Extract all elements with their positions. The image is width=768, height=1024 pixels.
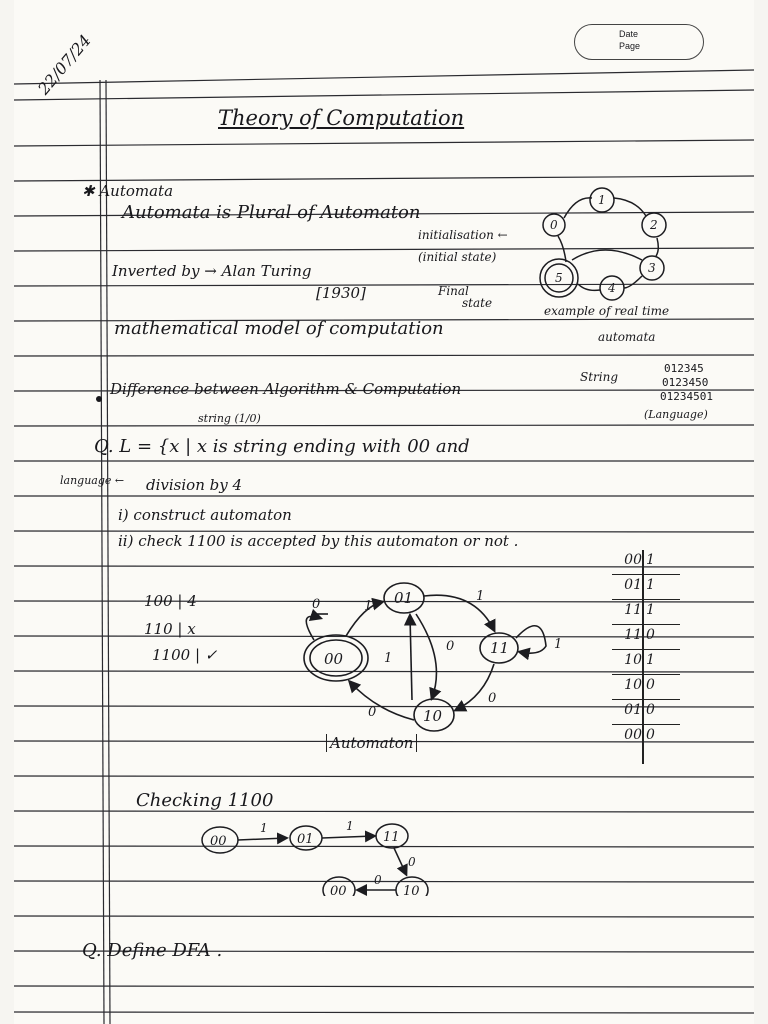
example-state-label-5: 5 xyxy=(555,271,563,285)
string-value-1: 012345 xyxy=(664,362,704,375)
table-row xyxy=(612,700,680,725)
table-cell-input: 1 xyxy=(646,577,655,593)
language-word-text: language xyxy=(60,474,112,487)
final-state-label: state xyxy=(462,296,493,310)
question-1: Q. L = {x | x is string ending with 00 and xyxy=(94,436,470,457)
example-state-label-1: 1 xyxy=(598,193,606,207)
check-num: 1100 xyxy=(152,646,191,664)
table-cell-state: 10 xyxy=(624,652,642,668)
stamp-page-label: Page xyxy=(619,41,641,51)
table-cell-state: 11 xyxy=(624,627,642,643)
question-2: Q. Define DFA . xyxy=(82,940,223,961)
check-row-1: 100 | 4 xyxy=(144,592,197,610)
example-realtime-label: example of real time xyxy=(544,304,670,318)
trace-state-label-5: 00 xyxy=(330,884,347,896)
check-mark: 4 xyxy=(187,592,197,610)
table-cell-state: 11 xyxy=(624,602,642,618)
string-value-3: 01234501 xyxy=(660,390,713,403)
trace-input-3: 0 xyxy=(408,855,416,869)
table-row xyxy=(612,625,680,650)
handwritten-date: 22/07/24 xyxy=(34,30,95,99)
table-row xyxy=(612,675,680,700)
example-automata-label: automata xyxy=(598,330,656,344)
trace-state-label-4: 10 xyxy=(403,884,420,896)
dfa-label-00-01: 1 xyxy=(364,599,373,614)
date-page-stamp xyxy=(574,24,704,60)
check-num: 110 xyxy=(144,620,173,638)
initial-state-label: (initial state) xyxy=(418,250,497,264)
trace-state-label-3: 11 xyxy=(383,830,400,845)
table-cell-state: 00 xyxy=(624,552,642,568)
string-label: String xyxy=(580,370,619,384)
string-value-2: 0123450 xyxy=(662,376,709,389)
string-binary-label: string (1/0) xyxy=(198,412,261,425)
dfa-label-11-self: 1 xyxy=(554,637,563,652)
dfa-state-label-10: 10 xyxy=(423,707,443,725)
check-mark: x xyxy=(187,620,196,638)
checking-label: Checking 1100 xyxy=(136,790,274,811)
table-cell-state: 01 xyxy=(624,702,642,718)
table-cell-input: 0 xyxy=(646,677,655,693)
trace-state-label-1: 00 xyxy=(210,834,227,849)
difference-text: Difference between Algorithm & Computation xyxy=(110,380,462,398)
dfa-label-10-up: 0 xyxy=(446,639,455,654)
table-cell-state: 00 xyxy=(624,727,642,743)
automata-heading-text: Automata xyxy=(99,182,174,200)
check-mark: ✓ xyxy=(204,646,218,664)
dfa-diagram xyxy=(284,570,584,740)
table-cell-input: 0 xyxy=(646,727,655,743)
dfa-label-01-down: 1 xyxy=(384,651,393,666)
dfa-state-label-00: 00 xyxy=(324,650,344,668)
table-row xyxy=(612,600,680,625)
table-cell-input: 0 xyxy=(646,627,655,643)
part-i-text: i) construct automaton xyxy=(118,506,292,524)
check-row-2: 110 | x xyxy=(144,620,196,638)
table-row xyxy=(612,650,680,675)
page-title: Theory of Computation xyxy=(218,106,465,130)
table-row xyxy=(612,550,680,575)
table-cell-input: 1 xyxy=(646,552,655,568)
example-state-label-4: 4 xyxy=(608,281,616,295)
automaton-caption: Automaton xyxy=(326,734,417,752)
dfa-label-10-00: 0 xyxy=(368,705,377,720)
initialisation-text: initialisation xyxy=(418,228,494,242)
notebook-page xyxy=(14,0,754,1024)
stamp-date-label: Date xyxy=(619,29,639,39)
table-row xyxy=(612,725,680,749)
example-state-label-2: 2 xyxy=(650,218,658,232)
dfa-label-00-self: 0 xyxy=(312,597,321,612)
check-num: 100 xyxy=(144,592,173,610)
example-automaton-diagram xyxy=(514,180,714,310)
language-label: (Language) xyxy=(644,408,708,421)
trace-input-2: 1 xyxy=(346,819,354,833)
check-row-3: 1100 | ✓ xyxy=(152,646,218,664)
example-state-label-0: 0 xyxy=(550,218,558,232)
trace-input-1: 1 xyxy=(260,821,268,835)
dfa-state-label-01: 01 xyxy=(394,589,414,607)
invented-by: Inverted by → Alan Turing xyxy=(112,262,312,280)
trace-state-label-2: 01 xyxy=(297,832,314,847)
automata-heading: ✱ Automata xyxy=(82,182,174,200)
math-model-text: mathematical model of computation xyxy=(114,318,444,339)
table-cell-input: 1 xyxy=(646,602,655,618)
dfa-label-11-10: 0 xyxy=(488,691,497,706)
bullet-point xyxy=(96,396,102,402)
trace-input-4: 0 xyxy=(374,873,382,887)
transition-table xyxy=(612,550,680,749)
example-state-label-3: 3 xyxy=(648,261,656,275)
final-label: Final xyxy=(438,284,469,298)
initialisation-label: initialisation ← xyxy=(418,228,508,242)
division-text: division by 4 xyxy=(146,476,243,494)
language-word: language ← xyxy=(60,474,125,487)
automata-definition: Automata is Plural of Automaton xyxy=(122,202,421,223)
checking-trace-diagram xyxy=(194,816,434,896)
table-cell-input: 0 xyxy=(646,702,655,718)
table-row xyxy=(612,575,680,600)
dfa-label-01-11: 1 xyxy=(476,589,485,604)
invented-year: [1930] xyxy=(316,284,366,302)
table-cell-state: 01 xyxy=(624,577,642,593)
table-cell-state: 10 xyxy=(624,677,642,693)
table-cell-input: 1 xyxy=(646,652,655,668)
part-ii-text: ii) check 1100 is accepted by this automaton or not . xyxy=(118,532,519,550)
dfa-state-label-11: 11 xyxy=(490,639,510,657)
